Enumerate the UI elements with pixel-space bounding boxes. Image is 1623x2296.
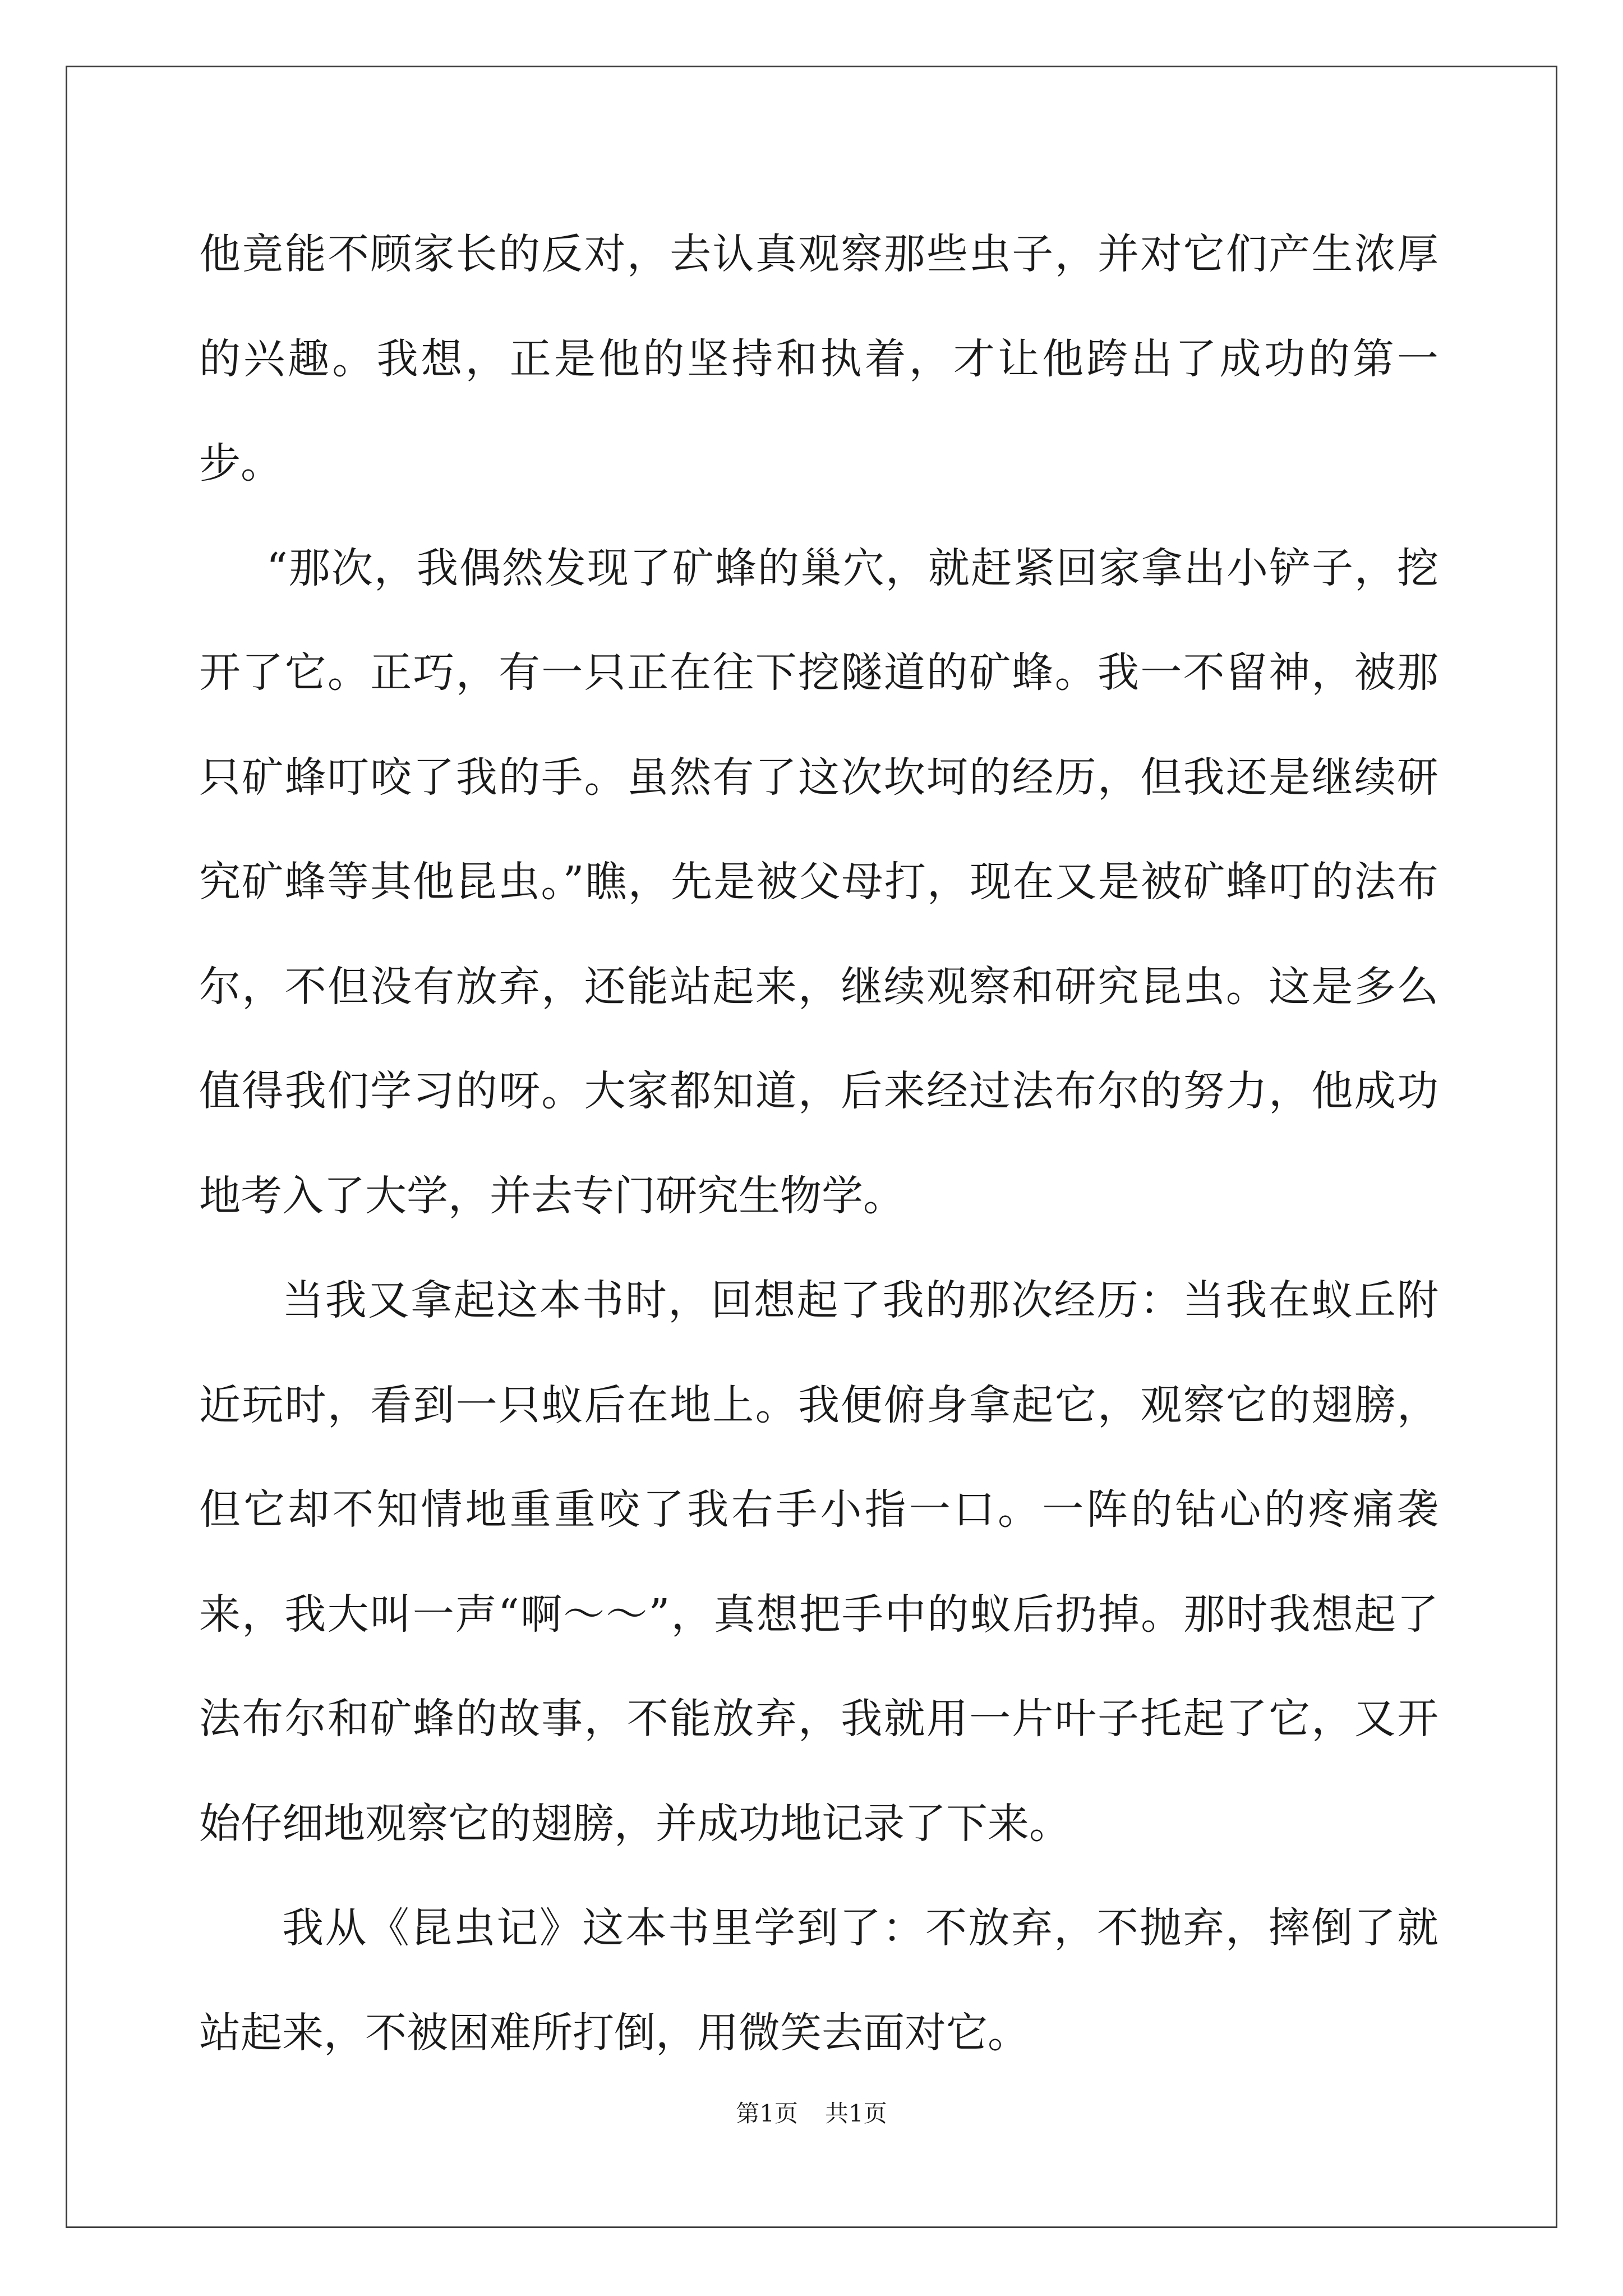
paragraph-2: “那次，我偶然发现了矿蜂的巢穴，就赶紧回家拿出小铲子，挖开了它。正巧，有一只正在往下挖隧道的矿蜂。我一不留神，被那只矿蜂叮咬了我的手。虽然有了这次坎坷的经历，但我还是继续研究矿蜂等其他昆虫。”瞧，先是被父母打，现在又是被矿蜂叮的法布尔，不但没有放弃，还能站起来，继续观察和研究昆虫。这是多么值得我们学习的呀。大家都知道，后来经过法布尔的努力，他成功地考入了大学，并去专门研究生物学。 xyxy=(199,544,1438,1220)
document-body xyxy=(199,202,1438,2085)
paragraph-4: 我从《昆虫记》这本书里学到了：不放弃，不抛弃，摔倒了就站起来，不被困难所打倒，用微笑去面对它。 xyxy=(199,1904,1438,2057)
paragraph-1: 他竟能不顾家长的反对，去认真观察那些虫子，并对它们产生浓厚的兴趣。我想，正是他的坚持和执着，才让他跨出了成功的第一步。 xyxy=(199,230,1438,487)
page-number: 第1页 xyxy=(736,2100,798,2127)
page-footer xyxy=(0,2095,1623,2129)
paragraph-3: 当我又拿起这本书时，回想起了我的那次经历：当我在蚁丘附近玩时，看到一只蚁后在地上。我便俯身拿起它，观察它的翅膀，但它却不知情地重重咬了我右手小指一口。一阵的钻心的疼痛袭来，我大叫一声“啊～～”，真想把手中的蚁后扔掉。那时我想起了法布尔和矿蜂的故事，不能放弃，我就用一片叶子托起了它，又开始仔细地观察它的翅膀，并成功地记录了下来。 xyxy=(199,1276,1438,1848)
page-total: 共1页 xyxy=(825,2100,887,2127)
